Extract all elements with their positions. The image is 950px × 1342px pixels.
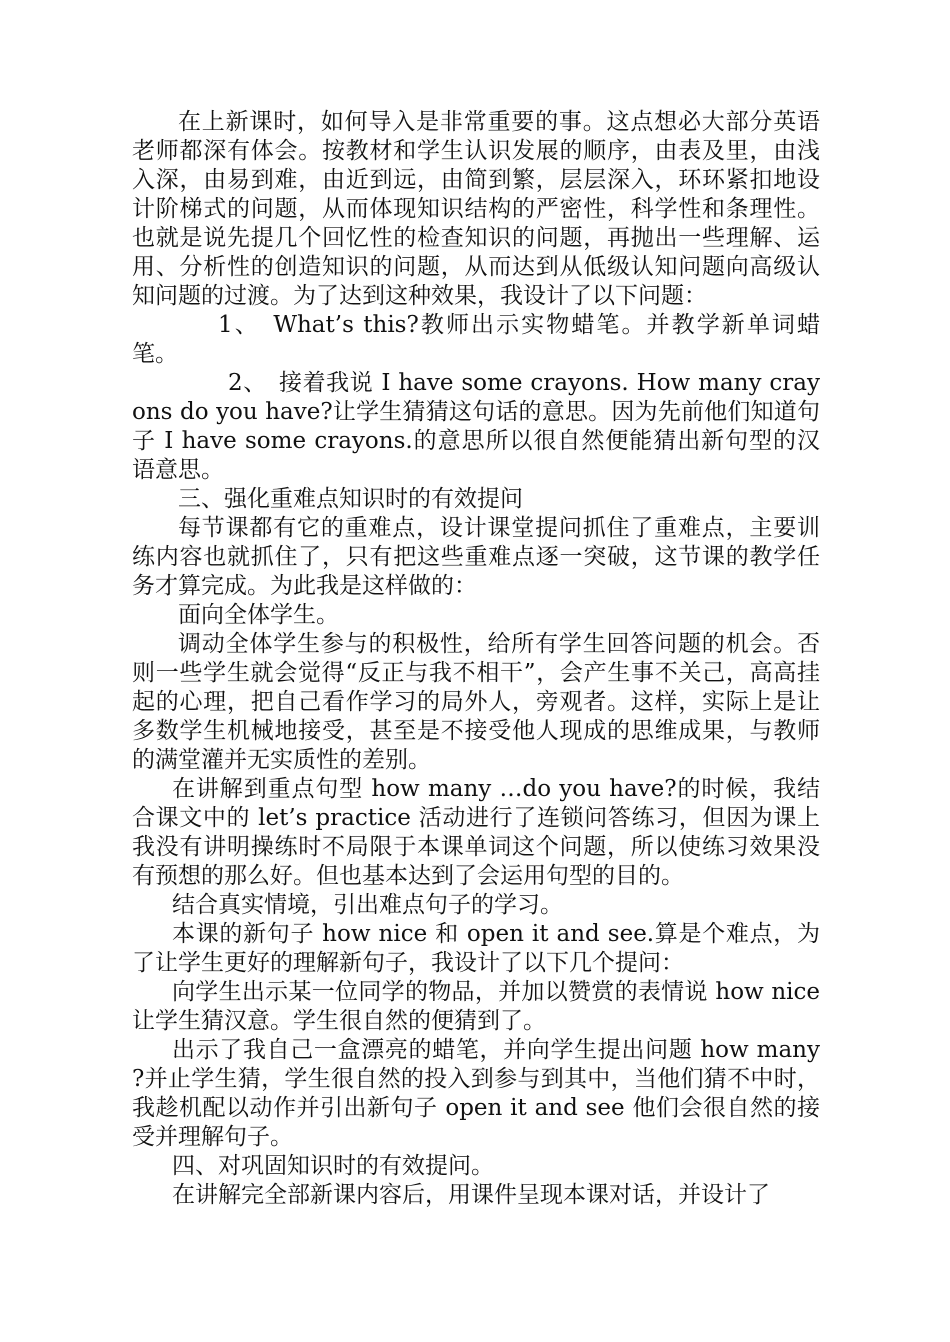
paragraph-key-points: 每节课都有它的重难点，设计课堂提问抓住了重难点，主要训练内容也就抓住了，只有把这些重难点逐一突破，这节课的教学任务才算完成。为此我是这样做的：	[132, 515, 820, 599]
paragraph-how-nice: 向学生出示某一位同学的物品，并加以赞赏的表情说 how nice 让学生猜汉意。学生很自然的便猜到了。	[132, 979, 820, 1034]
paragraph-question-2: 2、 接着我说 I have some crayons. How many crayons do you have?让学生猜猜这句话的意思。因为先前他们知道句子 I have some crayons.的意思所以很自然便能猜出新句型的汉语意思。	[132, 370, 820, 483]
paragraph-crayons: 出示了我自己一盒漂亮的蜡笔，并向学生提出问题 how many ?并止学生猜，学生很自然的投入到参与到其中，当他们猜不中时，我趁机配以动作并引出新句子 open it and see 他们会很自然的接受并理解句子。	[132, 1037, 820, 1150]
paragraph-how-many: 在讲解到重点句型 how many …do you have?的时候，我结合课文中的 let’s practice 活动进行了连锁问答练习，但因为课上我没有讲明操练时不局限于本课单词这个问题，所以使练习效果没有预想的那么好。但也基本达到了会运用句型的目的。	[132, 776, 820, 889]
section-heading-3: 三、强化重难点知识时的有效提问	[178, 486, 523, 512]
paragraph-real-context: 结合真实情境，引出难点句子的学习。	[172, 892, 563, 918]
document-page	[132, 108, 820, 1210]
paragraph-intro: 在上新课时，如何导入是非常重要的事。这点想必大部分英语老师都深有体会。按教材和学生认识发展的顺序，由表及里，由浅入深，由易到难，由近到远，由简到繁，层层深入，环环紧扣地设计阶梯式的问题，从而体现知识结构的严密性，科学性和条理性。也就是说先提几个回忆性的检查知识的问题，再抛出一些理解、运用、分析性的创造知识的问题，从而达到从低级认知问题向高级认知问题的过渡。为了达到这种效果，我设计了以下问题：	[132, 109, 820, 309]
paragraph-question-1: 1、 What’s this?教师出示实物蜡笔。并教学新单词蜡笔。	[132, 312, 820, 367]
section-heading-4: 四、对巩固知识时的有效提问。	[172, 1153, 494, 1179]
paragraph-motivate: 调动全体学生参与的积极性，给所有学生回答问题的机会。否则一些学生就会觉得“反正与我不相干”，会产生事不关己，高高挂起的心理，把自己看作学习的局外人，旁观者。这样，实际上是让多数学生机械地接受，甚至是不接受他人现成的思维成果，与教师的满堂灌并无实质性的差别。	[132, 631, 820, 773]
paragraph-all-students: 面向全体学生。	[178, 602, 339, 628]
paragraph-new-sentence: 本课的新句子 how nice 和 open it and see.算是个难点，为了让学生更好的理解新句子，我设计了以下几个提问：	[132, 921, 820, 976]
paragraph-consolidate: 在讲解完全部新课内容后，用课件呈现本课对话，并设计了	[172, 1182, 770, 1208]
